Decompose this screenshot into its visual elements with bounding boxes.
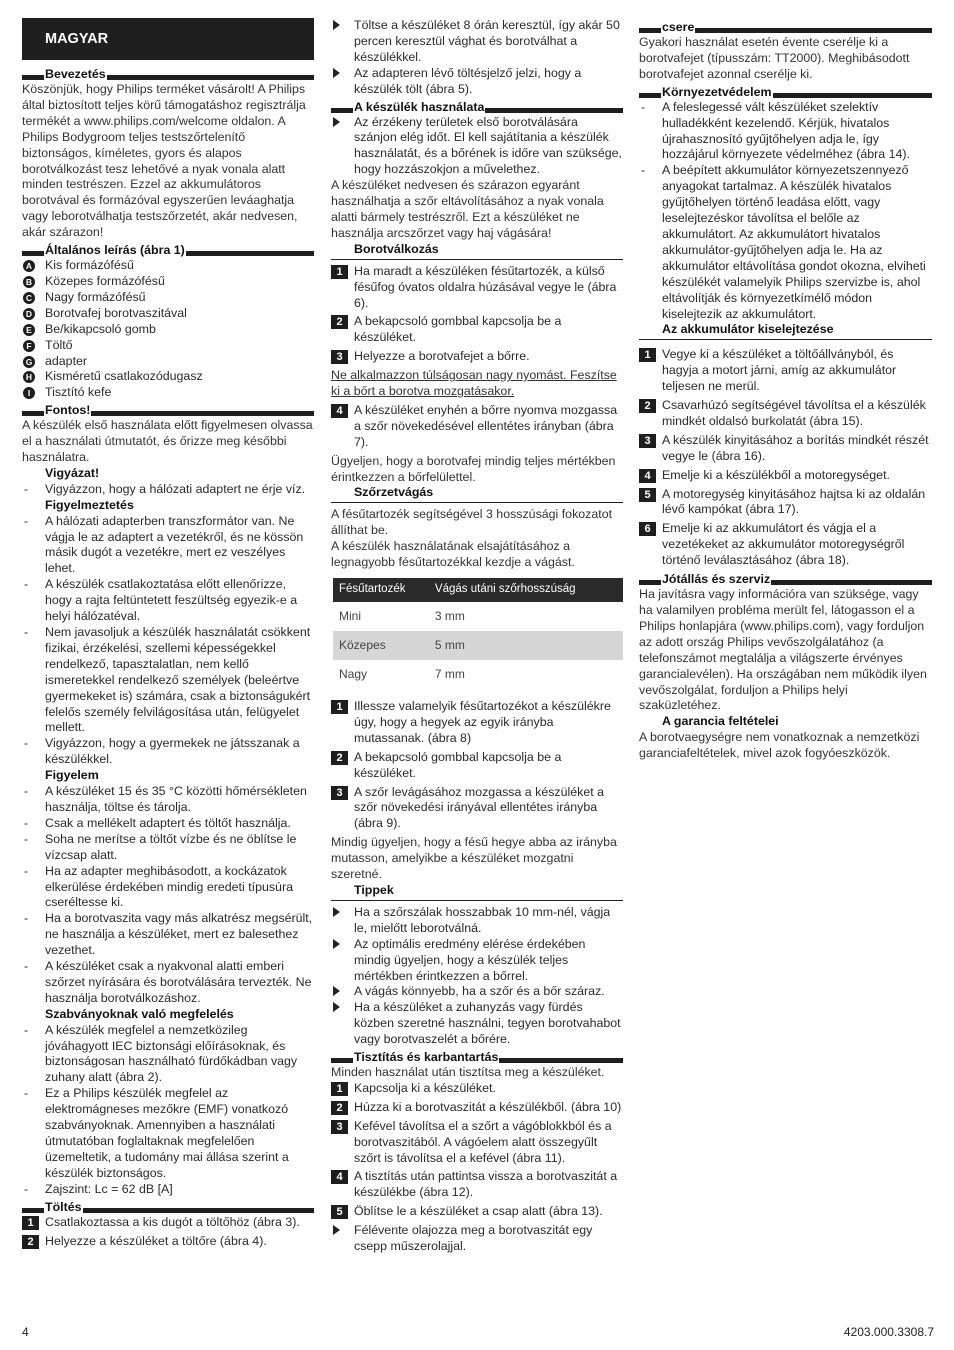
component-letter-badge: F bbox=[23, 340, 35, 352]
step-text: Öblítse le a készüléket a csap alatt (ábra 13). bbox=[354, 1204, 603, 1219]
dash-list-item: - A hálózati adapterben transzformátor van. Ne vágja le az adaptert a vezetékről, és ne kössön másik dugót a vezetékre, mert ez veszélyes lehet. bbox=[22, 514, 314, 578]
numbered-step bbox=[639, 347, 932, 395]
step-text: Kapcsolja ki a készüléket. bbox=[354, 1080, 496, 1095]
bullet-list-item: Az optimális eredmény elérése érdekében mindig ügyeljen, hogy a készülék teljes mértékben érintkezzen a bőrrel. bbox=[331, 937, 623, 985]
dash-list-item: - A készüléket csak a nyakvonal alatti emberi szőrzet nyírására és borotválására tervezték. Ne használja borotválkozáshoz. bbox=[22, 959, 314, 1007]
component-letter-badge: A bbox=[23, 260, 35, 272]
section-heading-text: Tisztítás és karbantartás bbox=[354, 1050, 499, 1065]
component-list-item bbox=[22, 322, 314, 338]
paragraph: Köszönjük, hogy Philips terméket vásárolt! A Philips által biztosított teljes körű támogatáshoz regisztrálja termékét a www.philips.com/welcome oldalon. A Philips Bodygroom teljes testszőrtelenítő biztonságos, kíméletes, gyors és alapos borotválkozást tesz lehetővé a nyak vonala alatt minden testrészen. Ezzel az akkumulátoros borotvával és formázóval egyszerűen leváaghatja vagy leborotválhatja testszőrzetét, akár nedvesen, akár szárazon! bbox=[22, 82, 306, 240]
step-text: A készülék kinyitásához a borítás mindkét részét vegye le (ábra 16). bbox=[662, 432, 929, 463]
component-list-item bbox=[22, 338, 314, 354]
language-header: MAGYAR bbox=[22, 18, 314, 60]
paragraph: A készülék első használata előtt figyelmesen olvassa el a használati útmutatót, és őrizze meg későbbi használatra. bbox=[22, 418, 313, 465]
subheading: Figyelem bbox=[45, 768, 99, 783]
column-right-content bbox=[639, 20, 932, 762]
section-heading bbox=[639, 85, 932, 100]
component-name: Nagy formázófésű bbox=[45, 289, 146, 304]
numbered-step bbox=[639, 487, 932, 519]
step-text: Ha maradt a készüléken fésűtartozék, a külső fésűfog óvatos oldalra húzásával vegye le (ábra 6). bbox=[354, 263, 617, 310]
step-number-badge: 1 bbox=[331, 265, 348, 279]
table-cell: Mini bbox=[339, 608, 362, 623]
section-heading-text: csere bbox=[662, 20, 695, 34]
dash-list-item: - Ha az adapter meghibásodott, a kockázatok elkerülése érdekében mindig eredeti típusúra cseréltesse ki. bbox=[22, 864, 314, 912]
document-code: 4203.000.3308.7 bbox=[843, 1325, 934, 1339]
component-list-item bbox=[22, 258, 314, 274]
bullet-list-item: A vágás könnyebb, ha a szőr és a bőr száraz. bbox=[331, 984, 623, 1000]
step-text: A bekapcsoló gombbal kapcsolja be a készüléket. bbox=[354, 749, 562, 780]
step-number-badge: 1 bbox=[639, 348, 656, 362]
numbered-step bbox=[22, 1234, 314, 1250]
bullet-list-item: Az adapteren lévő töltésjelző jelzi, hogy a készülék tölt (ábra 5). bbox=[331, 66, 623, 98]
bullet-list-item: Ha a készüléket a zuhanyzás vagy fürdés közben szeretné használni, tegyen borotvahabot vagy borotvaszelét a bőrére. bbox=[331, 1000, 623, 1048]
bullet-list-item: Töltse a készüléket 8 órán keresztül, így akár 50 percen keresztül vághat és borotválhat a készülékkel. bbox=[331, 18, 623, 66]
paragraph: Ha javításra vagy információra van szüksége, vagy ha valamilyen probléma merült fel, látogasson el a Philips honlapjára (www.philips.com), vagy forduljon az adott ország Philips vevőszolgálatához (a telefonszámot megtalálja a világszerte érvényes garancialevélen). Ha országában nem működik ilyen vevőszolgálat, forduljon a Philips helyi szaküzletéhez. bbox=[639, 587, 927, 713]
subheading: Figyelmeztetés bbox=[45, 497, 134, 512]
component-letter-badge: H bbox=[23, 371, 35, 383]
subheading: Vigyázat! bbox=[45, 465, 100, 480]
table-header-cell: Vágás utáni szőrhosszúság bbox=[429, 578, 623, 602]
numbered-step bbox=[331, 314, 623, 346]
numbered-step bbox=[331, 403, 623, 451]
step-number-badge: 1 bbox=[331, 1082, 348, 1096]
table-header-row bbox=[333, 578, 623, 602]
component-list-item bbox=[22, 290, 314, 306]
page-number: 4 bbox=[22, 1325, 29, 1339]
table-cell: 7 mm bbox=[434, 666, 465, 681]
dash-list-item: - Csak a mellékelt adaptert és töltőt használja. bbox=[22, 816, 314, 832]
component-list-item bbox=[22, 354, 314, 370]
numbered-step bbox=[331, 1081, 623, 1097]
paragraph: Gyakori használat esetén évente cserélje ki a borotvafejet (típusszám: TT2000). Meghibásodott borotvafejet azonnal cserélje ki. bbox=[639, 35, 910, 81]
component-name: Kis formázófésű bbox=[45, 258, 134, 273]
step-number-badge: 2 bbox=[331, 1101, 348, 1115]
step-number-badge: 2 bbox=[639, 399, 656, 413]
numbered-step bbox=[331, 1100, 623, 1116]
numbered-step bbox=[639, 468, 932, 484]
step-text: Csavarhúzó segítségével távolítsa el a készülék mindkét oldalsó burkolatát (ábra 15). bbox=[662, 398, 926, 428]
numbered-step bbox=[331, 785, 623, 833]
dash-list-item: - Vigyázzon, hogy a gyermekek ne játsszanak a készülékkel. bbox=[22, 736, 314, 768]
component-letter-badge: B bbox=[23, 276, 35, 288]
numbered-step bbox=[331, 349, 623, 365]
table-row bbox=[333, 631, 623, 660]
step-text: A készüléket enyhén a bőrre nyomva mozgassa a szőr növekedésével ellentétes irányban (ábra 7). bbox=[354, 402, 618, 449]
column-middle bbox=[331, 18, 623, 1255]
step-number-badge: 1 bbox=[22, 1216, 39, 1230]
column-left-content bbox=[22, 67, 314, 1249]
component-name: adapter bbox=[45, 353, 88, 368]
table-cell: Közepes bbox=[333, 631, 429, 660]
component-letter-badge: C bbox=[23, 292, 35, 304]
section-heading bbox=[22, 1200, 314, 1215]
step-text: A bekapcsoló gombbal kapcsolja be a készüléket. bbox=[354, 314, 562, 345]
subheading-underlined: Az akkumulátor kiselejtezése bbox=[639, 322, 932, 340]
component-name: Be/kikapcsoló gomb bbox=[45, 321, 156, 336]
component-name: Közepes formázófésű bbox=[45, 273, 165, 288]
dash-list-item: - A beépített akkumulátor környezetszennyező anyagokat tartalmaz. A készülék hivatalos gyűjtőhelyen történő leadása előtt, vagy leselejtezéskor távolítsa el belőle az akkumulátort. Az akkumulátort hivatalos akkumulátor-gyűjtőhelyen adja le. Ha az akkumulátor eltávolítása gondot okozna, elviheti készülékét valamelyik Philips szervizbe is, ahol eltávolítják és környezetkímélő módon kiselejtezik az akkumulátort. bbox=[639, 163, 932, 322]
component-letter-badge: I bbox=[23, 387, 35, 399]
step-number-badge: 1 bbox=[331, 700, 348, 714]
table-cell: Nagy bbox=[339, 666, 368, 681]
step-number-badge: 4 bbox=[331, 1170, 348, 1184]
paragraph: A fésűtartozék segítségével 3 hosszúsági fokozatot állíthat be. bbox=[331, 507, 613, 538]
component-name: Kisméretű csatlakozódugasz bbox=[45, 369, 203, 384]
paragraph: Ügyeljen, hogy a borotvafej mindig teljes mértékben érintkezzen a bőrfelülettel. bbox=[331, 453, 616, 484]
component-letter-badge: D bbox=[23, 308, 35, 320]
step-text: Csatlakoztassa a kis dugót a töltőhöz (ábra 3). bbox=[45, 1214, 300, 1229]
step-number-badge: 2 bbox=[22, 1235, 39, 1249]
comb-length-table bbox=[333, 578, 623, 689]
step-number-badge: 4 bbox=[331, 404, 348, 418]
step-text: A tisztítás után pattintsa vissza a borotvaszitát a készülékbe (ábra 12). bbox=[354, 1169, 618, 1200]
numbered-step bbox=[331, 750, 623, 782]
step-number-badge: 2 bbox=[331, 751, 348, 765]
component-letter-badge: E bbox=[23, 324, 35, 336]
column-middle-content-bottom bbox=[331, 699, 623, 1255]
subheading-underlined: Borotválkozás bbox=[331, 242, 623, 260]
step-text: Helyezze a borotvafejet a bőrre. bbox=[354, 349, 530, 364]
section-heading bbox=[331, 100, 623, 115]
dash-list-item: - Ez a Philips készülék megfelel az elektromágneses mezőkre (EMF) vonatkozó szabványoknak. Amennyiben a használati útmutatóban foglaltaknak megfelelően üzemeltetik, a tudomány mai állása szerint a készülék biztonságos. bbox=[22, 1086, 314, 1181]
step-number-badge: 3 bbox=[331, 786, 348, 800]
step-number-badge: 3 bbox=[331, 350, 348, 364]
step-text: Emelje ki az akkumulátort és vágja el a vezetékeket az akkumulátor motoregységről történő leválasztásához (ábra 18). bbox=[662, 521, 905, 568]
section-heading-text: Jótállás és szerviz bbox=[662, 572, 771, 587]
paragraph: A borotvaegységre nem vonatkoznak a nemzetközi garanciafeltételek, mivel azok fogyóeszközök. bbox=[639, 730, 920, 761]
dash-list-item: - Nem javasoljuk a készülék használatát csökkent fizikai, érzékelési, szellemi képességekkel rendelkező, tapasztalatlan, nem kellő ismeretekkel rendelkező személyek (beleértve gyermekeket is) számára, csak a biztonságukért felelős személy felvilágosítása után, felügyelet mellett. bbox=[22, 625, 314, 736]
section-heading-text: Környezetvédelem bbox=[662, 84, 772, 99]
paragraph: Minden használat után tisztítsa meg a készüléket. bbox=[331, 1065, 605, 1080]
numbered-step bbox=[22, 1215, 314, 1231]
component-list-item bbox=[22, 306, 314, 322]
column-right bbox=[639, 18, 932, 762]
step-number-badge: 5 bbox=[331, 1205, 348, 1219]
step-text: A motoregység kinyitásához hajtsa ki az oldalán lévő kampókat (ábra 17). bbox=[662, 486, 926, 517]
step-text: Kefével távolítsa el a szőrt a vágóblokkból és a borotvaszitából. A vágóelem alatt összegyűlt szőrt is távolítsa el a kefével (ábra 11). bbox=[354, 1118, 612, 1165]
numbered-step bbox=[639, 521, 932, 569]
step-number-badge: 2 bbox=[331, 315, 348, 329]
dash-list-item: - A készüléket 15 és 35 °C közötti hőmérsékleten használja, töltse és tárolja. bbox=[22, 784, 314, 816]
paragraph: Mindig ügyeljen, hogy a fésű hegye abba az irányba mutasson, amelyikbe a készüléket mozgatni szeretné. bbox=[331, 835, 617, 882]
subheading-underlined: Szőrzetvágás bbox=[331, 485, 623, 503]
numbered-step bbox=[639, 398, 932, 430]
dash-list-item: - Soha ne merítse a töltőt vízbe és ne öblítse le vízcsap alatt. bbox=[22, 832, 314, 864]
section-heading bbox=[639, 572, 932, 587]
column-middle-content-top bbox=[331, 18, 623, 571]
component-name: Töltő bbox=[45, 337, 73, 352]
numbered-step bbox=[331, 264, 623, 312]
component-name: Tisztító kefe bbox=[45, 385, 112, 400]
step-text: Vegye ki a készüléket a töltőállványból, és hagyja a motort járni, amíg az akkumulátor teljesen ne merül. bbox=[662, 347, 897, 394]
section-heading bbox=[22, 243, 314, 258]
numbered-step bbox=[331, 1119, 623, 1167]
step-number-badge: 3 bbox=[331, 1120, 348, 1134]
subheading: Szabványoknak való megfelelés bbox=[45, 1006, 234, 1021]
table-row bbox=[333, 660, 623, 689]
dash-list-item: - Zajszint: Lc = 62 dB [A] bbox=[22, 1182, 314, 1198]
subheading: A garancia feltételei bbox=[662, 714, 779, 729]
table-row bbox=[333, 602, 623, 631]
paragraph: A készüléket nedvesen és szárazon egyaránt használhatja a szőr eltávolításához a nyak vonala alatti bármely testrészről. Ezt a készüléket ne használja arcszőrzet vagy haj vágására! bbox=[331, 178, 604, 240]
dash-list-item: - Vigyázzon, hogy a hálózati adaptert ne érje víz. bbox=[22, 482, 314, 498]
step-number-badge: 4 bbox=[639, 469, 656, 483]
section-heading-text: Bevezetés bbox=[45, 67, 106, 81]
section-heading-text: A készülék használata bbox=[354, 99, 485, 114]
numbered-step bbox=[331, 1169, 623, 1201]
numbered-step bbox=[331, 1204, 623, 1220]
step-number-badge: 6 bbox=[639, 522, 656, 536]
section-heading-text: Töltés bbox=[45, 1199, 82, 1214]
step-number-badge: 3 bbox=[639, 434, 656, 448]
numbered-step bbox=[639, 433, 932, 465]
step-number-badge: 5 bbox=[639, 488, 656, 502]
table-cell: 3 mm bbox=[434, 608, 465, 623]
step-text: Emelje ki a készülékből a motoregységet. bbox=[662, 467, 890, 482]
section-heading-text: Általános leírás (ábra 1) bbox=[45, 243, 185, 258]
section-heading bbox=[639, 20, 932, 35]
underlined-note: Ne alkalmazzon túlságosan nagy nyomást. Feszítse ki a bőrt a borotva mozgatásakor. bbox=[331, 368, 617, 399]
step-text: Illessze valamelyik fésűtartozékot a készülékre úgy, hogy a hegyek az egyik irányba mutassanak. (ábra 8) bbox=[354, 699, 611, 745]
section-heading bbox=[331, 1050, 623, 1065]
step-text: A szőr levágásához mozgassa a készüléket a szőr növekedési irányával ellentétes irányba (ábra 9). bbox=[354, 784, 605, 831]
section-heading bbox=[22, 403, 314, 418]
component-name: Borotvafej borotvaszitával bbox=[45, 305, 187, 320]
dash-list-item: - A feleslegessé vált készüléket szelektív hulladékként kezelendő. Kérjük, hivatalos újrahasznosító gyűjtőhelyen adja le, így hozzájárul környezete védelméhez (ábra 14). bbox=[639, 100, 932, 164]
dash-list-item: - Ha a borotvaszita vagy más alkatrész megsérült, ne használja a készüléket, mert ez balesethez vezethet. bbox=[22, 911, 314, 959]
step-text: Húzza ki a borotvaszitát a készülékből. (ábra 10) bbox=[354, 1099, 622, 1114]
component-letter-badge: G bbox=[23, 356, 35, 368]
dash-list-item: - A készülék megfelel a nemzetközileg jóváhagyott IEC biztonsági előírásoknak, és biztonságosan használható fürdőkádban vagy zuhany alatt (ábra 2). bbox=[22, 1023, 314, 1087]
section-heading-text: Fontos! bbox=[45, 403, 91, 418]
subheading-underlined: Tippek bbox=[331, 883, 623, 901]
table-cell: 5 mm bbox=[429, 631, 623, 660]
component-list-item bbox=[22, 274, 314, 290]
column-left bbox=[22, 18, 314, 1252]
table-header-cell: Fésűtartozék bbox=[333, 578, 429, 602]
bullet-list-item: Az érzékeny területek első borotválására szánjon elég időt. El kell sajátítania a készülék használatát, és a bőrének is időre van szüksége, hogy hozzászokjon a művelethez. bbox=[331, 115, 623, 179]
dash-list-item: - A készülék csatlakoztatása előtt ellenőrizze, hogy a rajta feltüntetett feszültség egyezik-e a helyi hálózatéval. bbox=[22, 577, 314, 625]
component-list-item bbox=[22, 369, 314, 385]
numbered-step bbox=[331, 699, 623, 747]
paragraph: A készülék használatának elsajátításához a legnagyobb fésűtartozékkal kezdje a vágást. bbox=[331, 539, 575, 570]
bullet-list-item: Félévente olajozza meg a borotvaszitát egy csepp műszerolajjal. bbox=[331, 1223, 623, 1255]
component-list-item bbox=[22, 385, 314, 401]
step-text: Helyezze a készüléket a töltőre (ábra 4). bbox=[45, 1233, 267, 1248]
section-heading bbox=[22, 67, 314, 82]
bullet-list-item: Ha a szőrszálak hosszabbak 10 mm-nél, vágja le, mielőtt leborotválná. bbox=[331, 905, 623, 937]
